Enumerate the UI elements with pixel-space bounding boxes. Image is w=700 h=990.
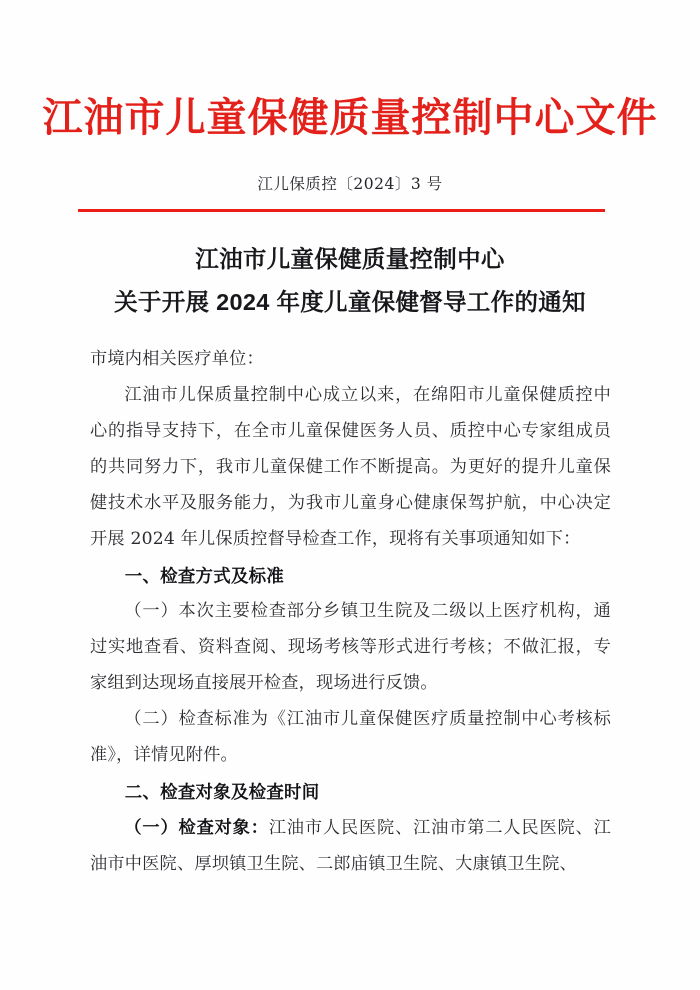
preamble-paragraph: 江油市儿保质量控制中心成立以来，在绵阳市儿童保健质控中心的指导支持下，在全市儿童保健医务人员、质控中心专家组成员的共同努力下，我市儿童保健工作不断提高。为更好的提升儿童保健技术水平及服务能力，为我市儿童身心健康保驾护航，中心决定开展 2024 年儿保质控督导检查工作，现将有关事项通知如下： (90, 384, 611, 549)
document-title-line-1: 江油市儿童保健质量控制中心 (195, 246, 505, 272)
section-heading-1: 一、检查方式及标准 (124, 565, 285, 586)
section-2-item-1-label: （一）检查对象： (124, 817, 269, 838)
document-title-block (0, 238, 700, 324)
section-heading-2: 二、检查对象及检查时间 (124, 781, 320, 802)
section-2-item-1-text: 江油市人民医院、江油市第二人民医院、江油市中医院、厚坝镇卫生院、二郎庙镇卫生院、大康镇卫生院、 (90, 818, 611, 875)
document-body (90, 342, 611, 883)
red-divider-rule (78, 209, 605, 212)
document-number: 江儿保质控〔2024〕3 号 (257, 175, 443, 193)
section-1-item-2: （二）检查标准为《江油市儿童保健医疗质量控制中心考核标准》，详情见附件。 (90, 708, 611, 765)
letterhead (0, 96, 700, 141)
letterhead-title: 江油市儿童保健质量控制中心文件 (42, 94, 658, 141)
section-2-item-1 (90, 810, 611, 883)
salutation: 市境内相关医疗单位： (90, 349, 264, 369)
section-1-item-1: （一）本次主要检查部分乡镇卫生院及二级以上医疗机构，通过实地查看、资料查阅、现场考核等形式进行考核；不做汇报，专家组到达现场直接展开检查，现场进行反馈。 (90, 601, 611, 693)
document-title-line-2: 关于开展 2024 年度儿童保健督导工作的通知 (114, 288, 586, 315)
